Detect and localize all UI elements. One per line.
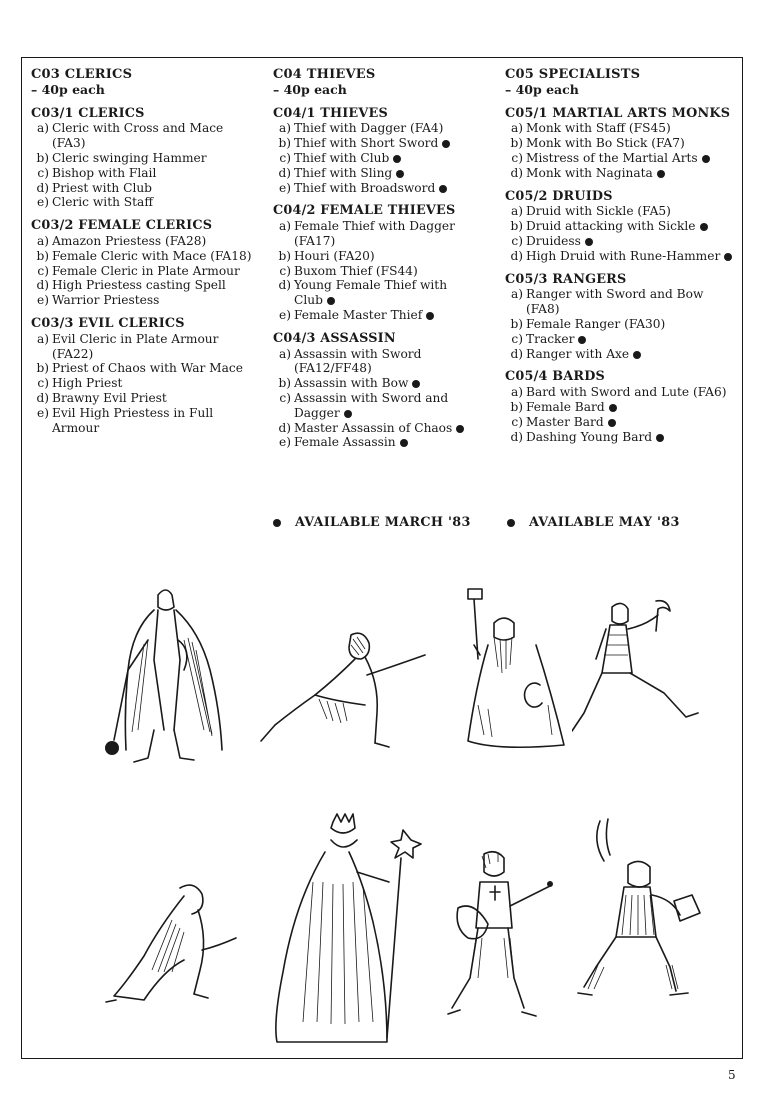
list-item [505, 121, 737, 136]
item-letter: d) [36, 180, 49, 195]
list-item [273, 166, 478, 181]
item-text-wrap [52, 166, 256, 181]
list-item [505, 400, 737, 415]
item-letter: a) [36, 331, 49, 346]
item-letter: a) [510, 121, 523, 136]
new-release-dot-icon [426, 312, 434, 320]
new-release-dot-icon [400, 439, 408, 447]
new-release-dot-icon [700, 223, 708, 231]
column-specialists [505, 68, 737, 453]
item-text: Thief with Broadsword [294, 180, 436, 195]
item-text: Brawny Evil Priest [52, 390, 167, 405]
item-letter: d) [278, 165, 291, 180]
item-text: Young Female Thief with Club [294, 278, 448, 308]
item-letter: c) [279, 263, 291, 278]
item-letter: a) [278, 219, 291, 234]
item-text-wrap [294, 219, 478, 249]
item-letter: e) [37, 293, 49, 308]
item-text: Assassin with Sword (FA12/FF48) [294, 346, 422, 376]
item-letter: e) [279, 180, 291, 195]
evil-high-priest-with-staff-illustration [253, 812, 431, 1047]
item-letter: d) [510, 248, 523, 263]
list-item [505, 166, 737, 181]
section-title: C05/2 DRUIDS [505, 188, 613, 204]
new-release-dot-icon [724, 253, 732, 261]
item-letter: c) [279, 150, 291, 165]
section-list [505, 107, 737, 445]
item-text: Assassin with Bow [294, 376, 409, 391]
item-text-wrap [526, 317, 737, 332]
item-letter: b) [36, 248, 49, 263]
new-release-dot-icon [633, 351, 641, 359]
item-text: Druid with Sickle (FA5) [526, 204, 671, 219]
list-item [505, 219, 737, 234]
item-letter: d) [36, 390, 49, 405]
column-clerics [31, 68, 256, 444]
item-letter: e) [37, 405, 49, 420]
page-number: 5 [728, 1068, 736, 1082]
list-item [31, 151, 256, 166]
list-item [505, 136, 737, 151]
item-text-wrap [294, 421, 478, 436]
crouching-thief-with-sword-illustration [255, 625, 430, 750]
item-text-wrap [294, 136, 478, 151]
item-letter: c) [37, 263, 49, 278]
list-item [505, 430, 737, 445]
list-item [273, 136, 478, 151]
item-text-wrap [52, 121, 256, 151]
availability-march [273, 515, 471, 530]
new-release-dot-icon [657, 170, 665, 178]
item-text-wrap [526, 430, 737, 445]
section-title: C05/1 MARTIAL ARTS MONKS [505, 105, 731, 121]
item-text: Female Thief with Dagger (FA17) [294, 219, 455, 248]
item-text-wrap [52, 332, 256, 362]
catalog-section [31, 317, 256, 435]
list-item [505, 415, 737, 430]
item-text-wrap [52, 406, 256, 436]
item-text-wrap [294, 249, 478, 264]
list-item [505, 332, 737, 347]
item-text: Female Bard [526, 399, 605, 414]
new-release-dot-icon [608, 419, 616, 427]
list-item [31, 332, 256, 362]
column-header: C03 CLERICS [31, 67, 133, 82]
item-letter: a) [510, 287, 523, 302]
column-thieves [273, 68, 478, 459]
list-item [505, 249, 737, 264]
item-text: High Priestess casting Spell [52, 278, 226, 293]
item-text: Female Assassin [294, 435, 396, 450]
list-item [273, 219, 478, 249]
catalog-section [505, 107, 737, 181]
item-text: Master Bard [526, 414, 604, 429]
item-text: Bard with Sword and Lute (FA6) [526, 385, 727, 400]
item-letter: d) [36, 278, 49, 293]
item-letter: c) [511, 331, 523, 346]
new-release-dot-icon [393, 155, 401, 163]
bullet-dot-icon [507, 519, 515, 527]
item-text-wrap [294, 121, 478, 136]
section-title: C03/1 CLERICS [31, 105, 145, 121]
item-text: Evil Cleric in Plate Armour (FA22) [52, 331, 219, 361]
item-text: Mistress of the Martial Arts [526, 150, 698, 165]
list-item [505, 287, 737, 317]
section-title: C03/2 FEMALE CLERICS [31, 218, 213, 234]
list-item [505, 204, 737, 219]
item-letter: c) [37, 376, 49, 391]
catalog-section [505, 190, 737, 264]
item-text-wrap [294, 166, 478, 181]
item-text-wrap [52, 264, 256, 279]
item-text-wrap [526, 204, 737, 219]
item-text-wrap [526, 234, 737, 249]
hooded-assassin-illustration [102, 880, 242, 1005]
new-release-dot-icon [609, 404, 617, 412]
new-release-dot-icon [439, 185, 447, 193]
item-letter: d) [510, 165, 523, 180]
list-item [31, 376, 256, 391]
bullet-dot-icon [273, 519, 281, 527]
item-text-wrap [526, 219, 737, 234]
item-text-wrap [526, 385, 737, 400]
item-text: Monk with Bo Stick (FA7) [526, 136, 685, 151]
list-item [31, 234, 256, 249]
item-letter: c) [511, 414, 523, 429]
item-text-wrap [526, 400, 737, 415]
new-release-dot-icon [656, 434, 664, 442]
catalog-section [505, 273, 737, 362]
column-header: C04 THIEVES [273, 67, 376, 82]
item-text: Thief with Short Sword [294, 136, 439, 151]
item-text-wrap [526, 166, 737, 181]
list-item [31, 181, 256, 196]
item-text: High Priest [52, 376, 123, 391]
list-item [505, 151, 737, 166]
list-item [31, 166, 256, 181]
column-price: – 40p each [273, 81, 347, 97]
item-letter: e) [37, 195, 49, 210]
section-title: C04/1 THIEVES [273, 105, 388, 121]
ranger-with-axe-illustration [570, 815, 705, 1010]
item-text-wrap [294, 181, 478, 196]
availability-text: AVAILABLE MAY '83 [529, 515, 680, 530]
item-text-wrap [52, 151, 256, 166]
item-text: Female Master Thief [294, 307, 423, 322]
item-text-wrap [52, 195, 256, 210]
item-text: Druid attacking with Sickle [526, 219, 696, 234]
catalog-section [273, 332, 478, 450]
list-item [273, 347, 478, 377]
item-letter: d) [510, 346, 523, 361]
item-letter: b) [278, 376, 291, 391]
new-release-dot-icon [585, 238, 593, 246]
druid-with-hammer-illustration [448, 585, 568, 755]
item-text: Female Cleric in Plate Armour [52, 263, 240, 278]
item-text: Ranger with Axe [526, 346, 630, 361]
item-text: Monk with Staff (FS45) [526, 121, 671, 136]
item-text: Cleric with Cross and Mace (FA3) [52, 121, 224, 151]
item-text: Monk with Naginata [526, 165, 653, 180]
item-letter: a) [510, 385, 523, 400]
item-text: Master Assassin of Chaos [294, 420, 453, 435]
item-text: Female Ranger (FA30) [526, 316, 666, 331]
availability-may [507, 515, 680, 530]
list-item [31, 406, 256, 436]
item-letter: b) [510, 219, 523, 234]
item-text-wrap [294, 151, 478, 166]
list-item [31, 361, 256, 376]
item-text: Druidess [526, 233, 581, 248]
column-price: – 40p each [31, 81, 105, 97]
new-release-dot-icon [702, 155, 710, 163]
new-release-dot-icon [456, 425, 464, 433]
section-title: C04/2 FEMALE THIEVES [273, 203, 456, 219]
item-text-wrap [294, 391, 478, 421]
item-letter: d) [510, 429, 523, 444]
list-item [31, 293, 256, 308]
item-text: Evil High Priestess in Full Armour [52, 405, 214, 435]
list-item [31, 249, 256, 264]
section-list [31, 107, 256, 436]
item-text-wrap [294, 435, 478, 450]
item-text: Bishop with Flail [52, 165, 157, 180]
item-text-wrap [52, 278, 256, 293]
section-list [273, 107, 478, 451]
list-item [31, 121, 256, 151]
item-letter: e) [279, 307, 291, 322]
item-text: Tracker [526, 331, 575, 346]
catalog-section [505, 370, 737, 444]
item-text-wrap [52, 181, 256, 196]
list-item [273, 278, 478, 308]
item-text: Ranger with Sword and Bow (FA8) [526, 287, 704, 317]
item-letter: b) [36, 361, 49, 376]
item-letter: b) [36, 150, 49, 165]
item-letter: b) [510, 399, 523, 414]
item-letter: a) [510, 204, 523, 219]
item-letter: c) [37, 165, 49, 180]
item-letter: b) [278, 248, 291, 263]
item-letter: a) [36, 233, 49, 248]
item-text-wrap [52, 234, 256, 249]
list-item [273, 435, 478, 450]
item-text: Female Cleric with Mace (FA18) [52, 248, 252, 263]
catalog-section [31, 107, 256, 211]
item-text: Thief with Club [294, 150, 390, 165]
list-item [273, 391, 478, 421]
column-header: C05 SPECIALISTS [505, 67, 641, 82]
monk-with-sickle-illustration [572, 595, 702, 745]
item-letter: c) [511, 233, 523, 248]
item-text-wrap [526, 249, 737, 264]
item-letter: d) [278, 278, 291, 293]
item-text-wrap [294, 278, 478, 308]
item-text-wrap [52, 391, 256, 406]
list-item [505, 234, 737, 249]
item-text: Assassin with Sword and Dagger [294, 390, 449, 420]
item-text-wrap [52, 293, 256, 308]
list-item [273, 376, 478, 391]
item-text: Cleric swinging Hammer [52, 150, 207, 165]
new-release-dot-icon [578, 336, 586, 344]
catalog-section [31, 219, 256, 308]
column-price: – 40p each [505, 81, 579, 97]
item-text: Priest of Chaos with War Mace [52, 361, 243, 376]
item-text: Thief with Sling [294, 165, 393, 180]
bard-with-lute-illustration [438, 848, 560, 1028]
item-text: Thief with Dagger (FA4) [294, 121, 444, 136]
item-letter: d) [278, 420, 291, 435]
item-letter: a) [36, 121, 49, 136]
list-item [505, 385, 737, 400]
item-text-wrap [52, 249, 256, 264]
item-text-wrap [526, 415, 737, 430]
availability-text: AVAILABLE MARCH '83 [295, 515, 471, 530]
item-letter: c) [279, 390, 291, 405]
item-text-wrap [52, 376, 256, 391]
item-text-wrap [526, 287, 737, 317]
list-item [273, 421, 478, 436]
list-item [31, 264, 256, 279]
item-text-wrap [294, 308, 478, 323]
section-title: C04/3 ASSASSIN [273, 330, 396, 346]
item-text-wrap [52, 361, 256, 376]
item-letter: e) [279, 435, 291, 450]
list-item [31, 195, 256, 210]
item-text-wrap [294, 347, 478, 377]
item-text-wrap [526, 332, 737, 347]
item-text: Houri (FA20) [294, 248, 375, 263]
item-text-wrap [526, 121, 737, 136]
list-item [505, 317, 737, 332]
new-release-dot-icon [412, 380, 420, 388]
item-letter: c) [511, 150, 523, 165]
item-text-wrap [526, 347, 737, 362]
item-letter: a) [278, 346, 291, 361]
list-item [273, 249, 478, 264]
list-item [273, 121, 478, 136]
section-title: C05/3 RANGERS [505, 271, 627, 287]
item-text: Warrior Priestess [52, 293, 160, 308]
list-item [273, 308, 478, 323]
new-release-dot-icon [327, 297, 335, 305]
item-text: Dashing Young Bard [526, 429, 653, 444]
list-item [273, 151, 478, 166]
section-title: C03/3 EVIL CLERICS [31, 315, 185, 331]
item-text: Buxom Thief (FS44) [294, 263, 418, 278]
cloaked-cleric-with-mace-illustration [88, 580, 238, 770]
list-item [273, 264, 478, 279]
item-letter: b) [278, 136, 291, 151]
catalog-section [273, 204, 478, 322]
catalog-section [273, 107, 478, 196]
item-text: High Druid with Rune-Hammer [526, 248, 721, 263]
list-item [31, 278, 256, 293]
item-letter: a) [278, 121, 291, 136]
list-item [31, 391, 256, 406]
list-item [273, 181, 478, 196]
item-text: Amazon Priestess (FA28) [52, 233, 207, 248]
new-release-dot-icon [344, 410, 352, 418]
item-letter: b) [510, 316, 523, 331]
item-text: Priest with Club [52, 180, 152, 195]
item-text-wrap [294, 264, 478, 279]
section-title: C05/4 BARDS [505, 369, 605, 385]
item-text-wrap [526, 151, 737, 166]
item-text-wrap [294, 376, 478, 391]
item-text: Cleric with Staff [52, 195, 153, 210]
list-item [505, 347, 737, 362]
item-letter: b) [510, 136, 523, 151]
new-release-dot-icon [442, 140, 450, 148]
new-release-dot-icon [396, 170, 404, 178]
item-text-wrap [526, 136, 737, 151]
